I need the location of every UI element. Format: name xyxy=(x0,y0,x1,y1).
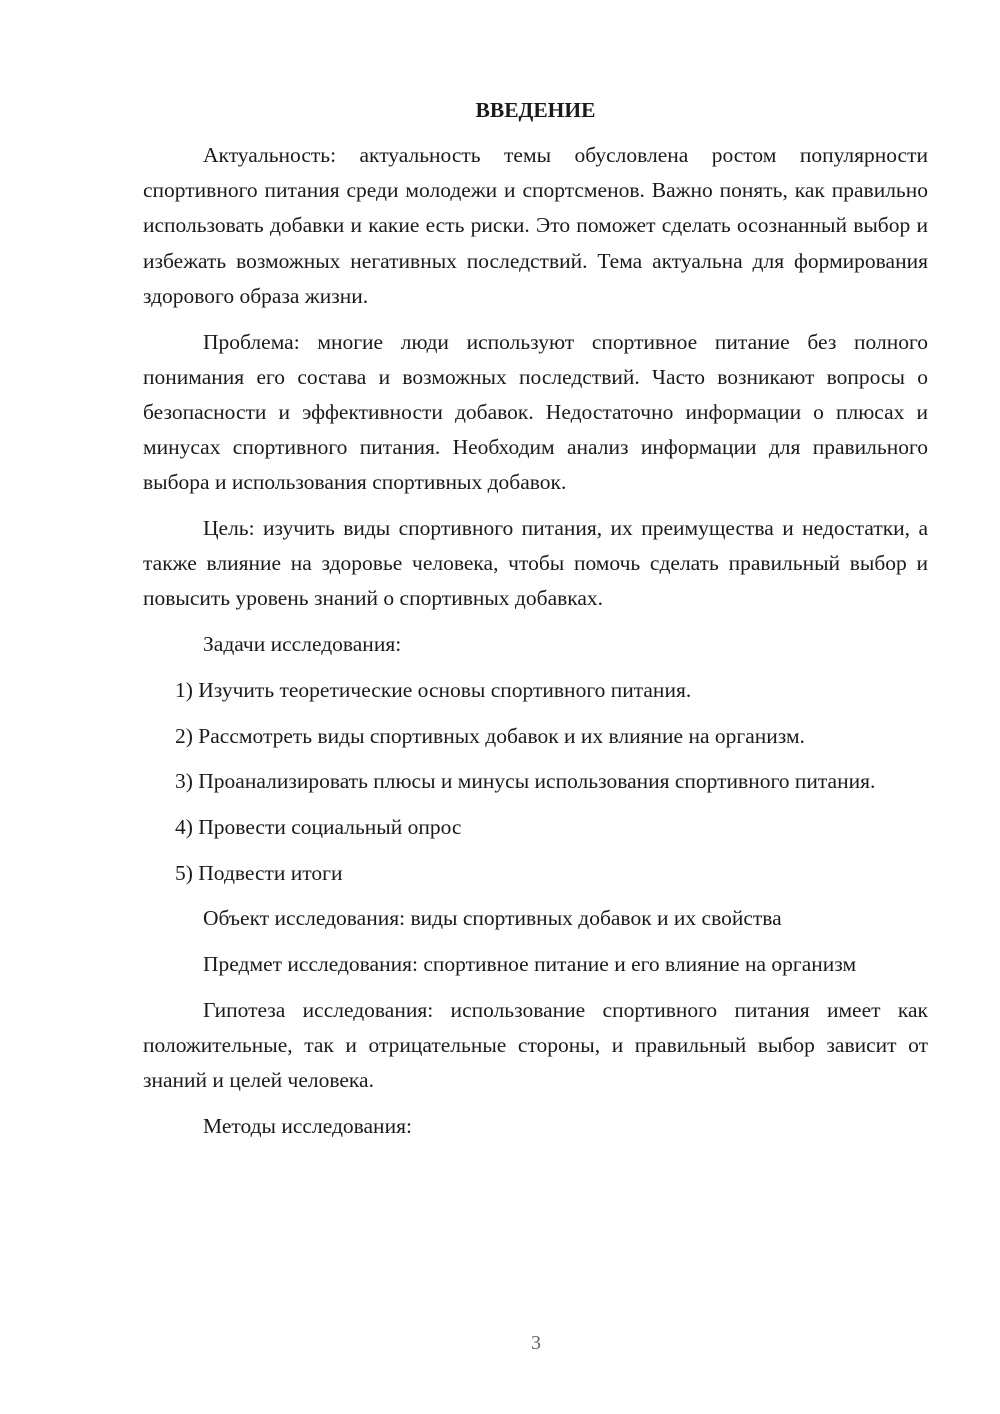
goal-paragraph: Цель: изучить виды спортивного питания, их преимущества и недостатки, а также влияние на здоровье человека, чтобы помочь сделать правильный выбор и повысить уровень знаний о спортивных добавках. xyxy=(143,516,928,611)
hypothesis-paragraph: Гипотеза исследования: использование спортивного питания имеет как положительные, так и отрицательные стороны, и правильный выбор зависит от знаний и целей человека. xyxy=(143,997,928,1093)
task-item-2: 2) Рассмотреть виды спортивных добавок и их влияние на организм. xyxy=(175,723,805,748)
subject-paragraph: Предмет исследования: спортивное питание и его влияние на организм xyxy=(203,952,857,977)
task-item-4: 4) Провести социальный опрос xyxy=(175,814,462,839)
problem-paragraph: Проблема: многие люди используют спортивное питание без полного понимания его состава и возможных последствий. Часто возникают вопросы о безопасности и эффективности добавок. Недостаточно информации о плюсах и минусах спортивного питания. Необходим анализ информации для правильного выбора и использования спортивных добавок. xyxy=(143,329,928,495)
object-paragraph: Объект исследования: виды спортивных добавок и их свойства xyxy=(203,906,782,931)
methods-heading: Методы исследования: xyxy=(203,1113,412,1138)
tasks-heading: Задачи исследования: xyxy=(203,632,402,657)
task-item-5: 5) Подвести итоги xyxy=(175,860,343,885)
document-page xyxy=(143,92,928,1155)
task-item-1: 1) Изучить теоретические основы спортивного питания. xyxy=(175,677,692,702)
relevance-paragraph: Актуальность: актуальность темы обусловлена ростом популярности спортивного питания среди молодежи и спортсменов. Важно понять, как правильно использовать добавки и какие есть риски. Это поможет сделать осознанный выбор и избежать возможных негативных последствий. Тема актуальна для формирования здорового образа жизни. xyxy=(143,143,928,308)
task-item-3: 3) Проанализировать плюсы и минусы использования спортивного питания. xyxy=(175,769,876,794)
page-number: 3 xyxy=(531,1332,541,1354)
document-title: ВВЕДЕНИЕ xyxy=(475,98,596,122)
